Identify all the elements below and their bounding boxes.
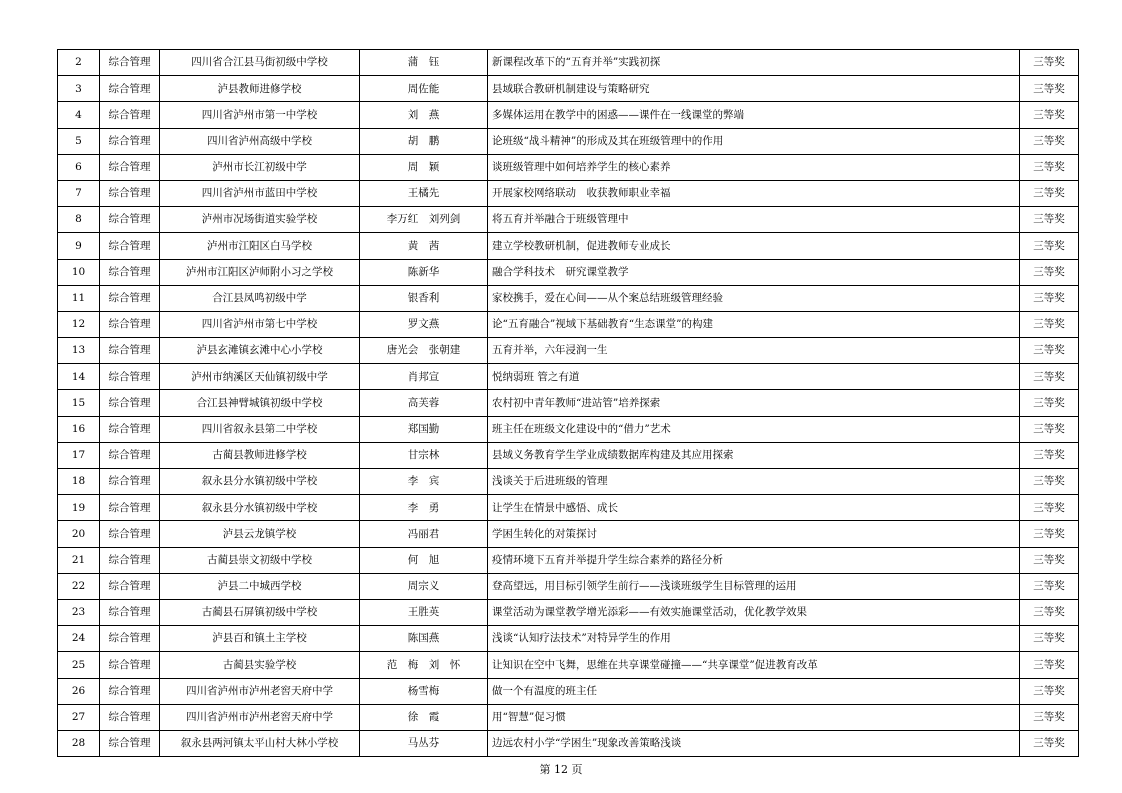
category-cell: 综合管理 (100, 364, 160, 390)
author-cell: 周宗义 (360, 573, 488, 599)
school-cell: 叙永县分水镇初级中学校 (160, 495, 360, 521)
category-cell: 综合管理 (100, 154, 160, 180)
author-cell: 杨雪梅 (360, 678, 488, 704)
paper-title-cell: 谈班级管理中如何培养学生的核心素养 (488, 154, 1020, 180)
category-cell: 综合管理 (100, 76, 160, 102)
row-number: 27 (58, 704, 100, 730)
school-cell: 泸县教师进修学校 (160, 76, 360, 102)
school-cell: 泸州市况场街道实验学校 (160, 207, 360, 233)
paper-title-cell: 让学生在情景中感悟、成长 (488, 495, 1020, 521)
paper-title-cell: 将五育并举融合于班级管理中 (488, 207, 1020, 233)
category-cell: 综合管理 (100, 338, 160, 364)
row-number: 26 (58, 678, 100, 704)
table-row (58, 730, 1079, 756)
school-cell: 四川省泸州市泸州老窖天府中学 (160, 704, 360, 730)
row-number: 23 (58, 599, 100, 625)
author-cell: 银香利 (360, 285, 488, 311)
author-cell: 李 勇 (360, 495, 488, 521)
award-cell: 三等奖 (1020, 259, 1079, 285)
category-cell: 综合管理 (100, 626, 160, 652)
paper-title-cell: 县域义务教育学生学业成绩数据库构建及其应用探索 (488, 442, 1020, 468)
paper-title-cell: 论“五育融合”视域下基础教育“生态课堂”的构建 (488, 311, 1020, 337)
awards-table-body (58, 50, 1079, 757)
table-row (58, 678, 1079, 704)
category-cell: 综合管理 (100, 180, 160, 206)
category-cell: 综合管理 (100, 442, 160, 468)
table-row (58, 50, 1079, 76)
author-cell: 郑国勤 (360, 416, 488, 442)
category-cell: 综合管理 (100, 678, 160, 704)
paper-title-cell: 用“智慧”促习惯 (488, 704, 1020, 730)
author-cell: 周 颖 (360, 154, 488, 180)
award-cell: 三等奖 (1020, 547, 1079, 573)
award-cell: 三等奖 (1020, 207, 1079, 233)
author-cell: 冯丽君 (360, 521, 488, 547)
award-cell: 三等奖 (1020, 76, 1079, 102)
paper-title-cell: 浅谈关于后进班级的管理 (488, 469, 1020, 495)
school-cell: 合江县凤鸣初级中学 (160, 285, 360, 311)
school-cell: 四川省泸州市第七中学校 (160, 311, 360, 337)
author-cell: 罗文燕 (360, 311, 488, 337)
award-cell: 三等奖 (1020, 704, 1079, 730)
table-row (58, 338, 1079, 364)
table-row (58, 390, 1079, 416)
award-cell: 三等奖 (1020, 128, 1079, 154)
author-cell: 蒲 钰 (360, 50, 488, 76)
row-number: 20 (58, 521, 100, 547)
school-cell: 四川省泸州高级中学校 (160, 128, 360, 154)
category-cell: 综合管理 (100, 573, 160, 599)
category-cell: 综合管理 (100, 521, 160, 547)
category-cell: 综合管理 (100, 652, 160, 678)
table-row (58, 442, 1079, 468)
author-cell: 徐 霞 (360, 704, 488, 730)
school-cell: 古蔺县石屏镇初级中学校 (160, 599, 360, 625)
category-cell: 综合管理 (100, 547, 160, 573)
row-number: 25 (58, 652, 100, 678)
author-cell: 范 梅 刘 怀 (360, 652, 488, 678)
school-cell: 泸县玄滩镇玄滩中心小学校 (160, 338, 360, 364)
award-cell: 三等奖 (1020, 180, 1079, 206)
paper-title-cell: 登高望远，用目标引领学生前行——浅谈班级学生目标管理的运用 (488, 573, 1020, 599)
table-row (58, 76, 1079, 102)
school-cell: 四川省泸州市第一中学校 (160, 102, 360, 128)
paper-title-cell: 浅谈“认知疗法技术”对特异学生的作用 (488, 626, 1020, 652)
row-number: 3 (58, 76, 100, 102)
row-number: 15 (58, 390, 100, 416)
school-cell: 合江县神臂城镇初级中学校 (160, 390, 360, 416)
award-cell: 三等奖 (1020, 338, 1079, 364)
table-row (58, 180, 1079, 206)
paper-title-cell: 悦纳弱班 管之有道 (488, 364, 1020, 390)
paper-title-cell: 新课程改革下的“五育并举”实践初探 (488, 50, 1020, 76)
row-number: 21 (58, 547, 100, 573)
table-row (58, 364, 1079, 390)
table-row (58, 233, 1079, 259)
table-row (58, 521, 1079, 547)
paper-title-cell: 学困生转化的对策探讨 (488, 521, 1020, 547)
award-cell: 三等奖 (1020, 285, 1079, 311)
paper-title-cell: 做一个有温度的班主任 (488, 678, 1020, 704)
school-cell: 古蔺县崇文初级中学校 (160, 547, 360, 573)
category-cell: 综合管理 (100, 285, 160, 311)
award-cell: 三等奖 (1020, 50, 1079, 76)
category-cell: 综合管理 (100, 311, 160, 337)
row-number: 22 (58, 573, 100, 599)
row-number: 5 (58, 128, 100, 154)
school-cell: 四川省合江县马街初级中学校 (160, 50, 360, 76)
page-number: 第 12 页 (539, 763, 583, 776)
paper-title-cell: 班主任在班级文化建设中的“借力”艺术 (488, 416, 1020, 442)
row-number: 12 (58, 311, 100, 337)
row-number: 4 (58, 102, 100, 128)
school-cell: 叙永县分水镇初级中学校 (160, 469, 360, 495)
paper-title-cell: 县域联合教研机制建设与策略研究 (488, 76, 1020, 102)
school-cell: 四川省叙永县第二中学校 (160, 416, 360, 442)
paper-title-cell: 融合学科技术 研究课堂教学 (488, 259, 1020, 285)
author-cell: 胡 鹏 (360, 128, 488, 154)
table-row (58, 285, 1079, 311)
table-row (58, 704, 1079, 730)
author-cell: 王胜英 (360, 599, 488, 625)
row-number: 2 (58, 50, 100, 76)
row-number: 13 (58, 338, 100, 364)
paper-title-cell: 疫情环境下五育并举提升学生综合素养的路径分析 (488, 547, 1020, 573)
school-cell: 古蔺县教师进修学校 (160, 442, 360, 468)
award-cell: 三等奖 (1020, 233, 1079, 259)
table-row (58, 416, 1079, 442)
row-number: 9 (58, 233, 100, 259)
paper-title-cell: 建立学校教研机制，促进教师专业成长 (488, 233, 1020, 259)
category-cell: 综合管理 (100, 495, 160, 521)
award-cell: 三等奖 (1020, 442, 1079, 468)
author-cell: 李 宾 (360, 469, 488, 495)
school-cell: 泸县二中城西学校 (160, 573, 360, 599)
table-row (58, 547, 1079, 573)
school-cell: 泸县云龙镇学校 (160, 521, 360, 547)
author-cell: 高芙蓉 (360, 390, 488, 416)
table-row (58, 311, 1079, 337)
table-row (58, 573, 1079, 599)
table-row (58, 128, 1079, 154)
award-cell: 三等奖 (1020, 730, 1079, 756)
author-cell: 唐光会 张朝建 (360, 338, 488, 364)
paper-title-cell: 边远农村小学“学困生”现象改善策略浅谈 (488, 730, 1020, 756)
award-cell: 三等奖 (1020, 495, 1079, 521)
school-cell: 泸州市江阳区泸师附小习之学校 (160, 259, 360, 285)
table-row (58, 495, 1079, 521)
award-cell: 三等奖 (1020, 416, 1079, 442)
table-row (58, 207, 1079, 233)
table-row (58, 154, 1079, 180)
award-cell: 三等奖 (1020, 573, 1079, 599)
school-cell: 泸州市纳溪区天仙镇初级中学 (160, 364, 360, 390)
school-cell: 泸州市长江初级中学 (160, 154, 360, 180)
row-number: 18 (58, 469, 100, 495)
award-cell: 三等奖 (1020, 678, 1079, 704)
award-cell: 三等奖 (1020, 652, 1079, 678)
author-cell: 黄 茜 (360, 233, 488, 259)
table-row (58, 626, 1079, 652)
row-number: 11 (58, 285, 100, 311)
paper-title-cell: 农村初中青年教师“进站管”培养探索 (488, 390, 1020, 416)
author-cell: 甘宗林 (360, 442, 488, 468)
category-cell: 综合管理 (100, 416, 160, 442)
author-cell: 马丛芬 (360, 730, 488, 756)
author-cell: 陈新华 (360, 259, 488, 285)
award-cell: 三等奖 (1020, 154, 1079, 180)
table-row (58, 469, 1079, 495)
school-cell: 泸县百和镇土主学校 (160, 626, 360, 652)
category-cell: 综合管理 (100, 730, 160, 756)
author-cell: 肖邦宣 (360, 364, 488, 390)
awards-table (57, 49, 1079, 757)
author-cell: 周佐能 (360, 76, 488, 102)
award-cell: 三等奖 (1020, 102, 1079, 128)
award-cell: 三等奖 (1020, 364, 1079, 390)
category-cell: 综合管理 (100, 390, 160, 416)
category-cell: 综合管理 (100, 102, 160, 128)
author-cell: 刘 燕 (360, 102, 488, 128)
table-row (58, 259, 1079, 285)
row-number: 16 (58, 416, 100, 442)
category-cell: 综合管理 (100, 233, 160, 259)
paper-title-cell: 家校携手，爱在心间——从个案总结班级管理经验 (488, 285, 1020, 311)
paper-title-cell: 论班级“战斗精神”的形成及其在班级管理中的作用 (488, 128, 1020, 154)
table-row (58, 652, 1079, 678)
row-number: 19 (58, 495, 100, 521)
row-number: 28 (58, 730, 100, 756)
category-cell: 综合管理 (100, 128, 160, 154)
paper-title-cell: 开展家校网络联动 收获教师职业幸福 (488, 180, 1020, 206)
row-number: 14 (58, 364, 100, 390)
award-cell: 三等奖 (1020, 626, 1079, 652)
award-cell: 三等奖 (1020, 469, 1079, 495)
author-cell: 王橘先 (360, 180, 488, 206)
author-cell: 李万红 刘列剑 (360, 207, 488, 233)
table-row (58, 102, 1079, 128)
category-cell: 综合管理 (100, 207, 160, 233)
category-cell: 综合管理 (100, 50, 160, 76)
author-cell: 陈国燕 (360, 626, 488, 652)
row-number: 7 (58, 180, 100, 206)
category-cell: 综合管理 (100, 469, 160, 495)
author-cell: 何 旭 (360, 547, 488, 573)
paper-title-cell: 课堂活动为课堂教学增光添彩——有效实施课堂活动，优化教学效果 (488, 599, 1020, 625)
school-cell: 泸州市江阳区白马学校 (160, 233, 360, 259)
row-number: 24 (58, 626, 100, 652)
award-cell: 三等奖 (1020, 521, 1079, 547)
category-cell: 综合管理 (100, 259, 160, 285)
award-cell: 三等奖 (1020, 599, 1079, 625)
row-number: 10 (58, 259, 100, 285)
award-cell: 三等奖 (1020, 390, 1079, 416)
school-cell: 叙永县两河镇太平山村大林小学校 (160, 730, 360, 756)
category-cell: 综合管理 (100, 704, 160, 730)
school-cell: 四川省泸州市蓝田中学校 (160, 180, 360, 206)
paper-title-cell: 五育并举，六年浸润一生 (488, 338, 1020, 364)
award-cell: 三等奖 (1020, 311, 1079, 337)
paper-title-cell: 多媒体运用在教学中的困惑——课件在一线课堂的弊端 (488, 102, 1020, 128)
category-cell: 综合管理 (100, 599, 160, 625)
row-number: 8 (58, 207, 100, 233)
paper-title-cell: 让知识在空中飞舞，思维在共享课堂碰撞——“共享课堂”促进教育改革 (488, 652, 1020, 678)
school-cell: 四川省泸州市泸州老窖天府中学 (160, 678, 360, 704)
row-number: 6 (58, 154, 100, 180)
row-number: 17 (58, 442, 100, 468)
table-row (58, 599, 1079, 625)
school-cell: 古蔺县实验学校 (160, 652, 360, 678)
